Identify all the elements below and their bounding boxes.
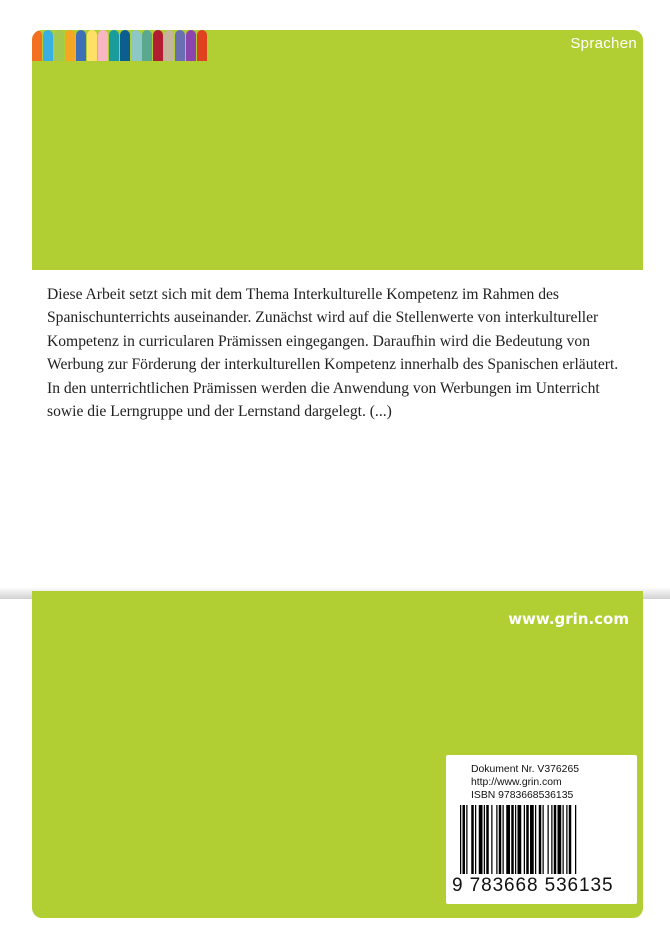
category-tabs <box>32 30 208 61</box>
category-tab-2 <box>54 30 64 61</box>
category-tab-8 <box>120 30 130 61</box>
category-tab-6 <box>98 30 108 61</box>
category-tab-12 <box>164 30 174 61</box>
barcode-digits: 9 783668 536135 <box>452 874 635 898</box>
abstract-text: Diese Arbeit setzt sich mit dem Thema Interkulturelle Kompetenz im Rahmen des Spanischunterrichts auseinander. Zunächst wird auf die Stellenwerte von interkultureller Kompetenz in curricularen Prämissen eingegangen. Daraufhin wird die Bedeutung von Werbung zur Förderung der interkulturellen Kompetenz innerhalb des Spanischen erläutert. In den unterrichtlichen Prämissen werden die Anwendung von Werbungen im Unterricht sowie die Lerngruppe und der Lernstand dargelegt. (...) <box>47 286 619 421</box>
category-tab-5 <box>87 30 97 61</box>
category-tab-13 <box>175 30 185 61</box>
category-tab-3 <box>65 30 75 61</box>
category-tab-15 <box>197 30 207 61</box>
category-tab-14 <box>186 30 196 61</box>
category-tab-4 <box>76 30 86 61</box>
document-number: Dokument Nr. V376265 <box>471 764 580 775</box>
bottom-color-band <box>32 591 643 918</box>
category-tab-0 <box>32 30 42 61</box>
category-tab-11 <box>153 30 163 61</box>
barcode-panel <box>446 755 637 904</box>
category-tab-10 <box>142 30 152 61</box>
publisher-url[interactable]: www.grin.com <box>508 610 629 628</box>
category-tab-9 <box>131 30 141 61</box>
category-label: Sprachen <box>570 35 637 52</box>
document-info <box>471 763 579 802</box>
category-tab-7 <box>109 30 119 61</box>
isbn-text: ISBN 9783668536135 <box>471 790 574 801</box>
book-back-cover <box>32 30 643 918</box>
top-color-band <box>32 30 643 270</box>
abstract-panel <box>32 270 643 591</box>
category-tab-1 <box>43 30 53 61</box>
document-url[interactable]: http://www.grin.com <box>471 777 562 788</box>
